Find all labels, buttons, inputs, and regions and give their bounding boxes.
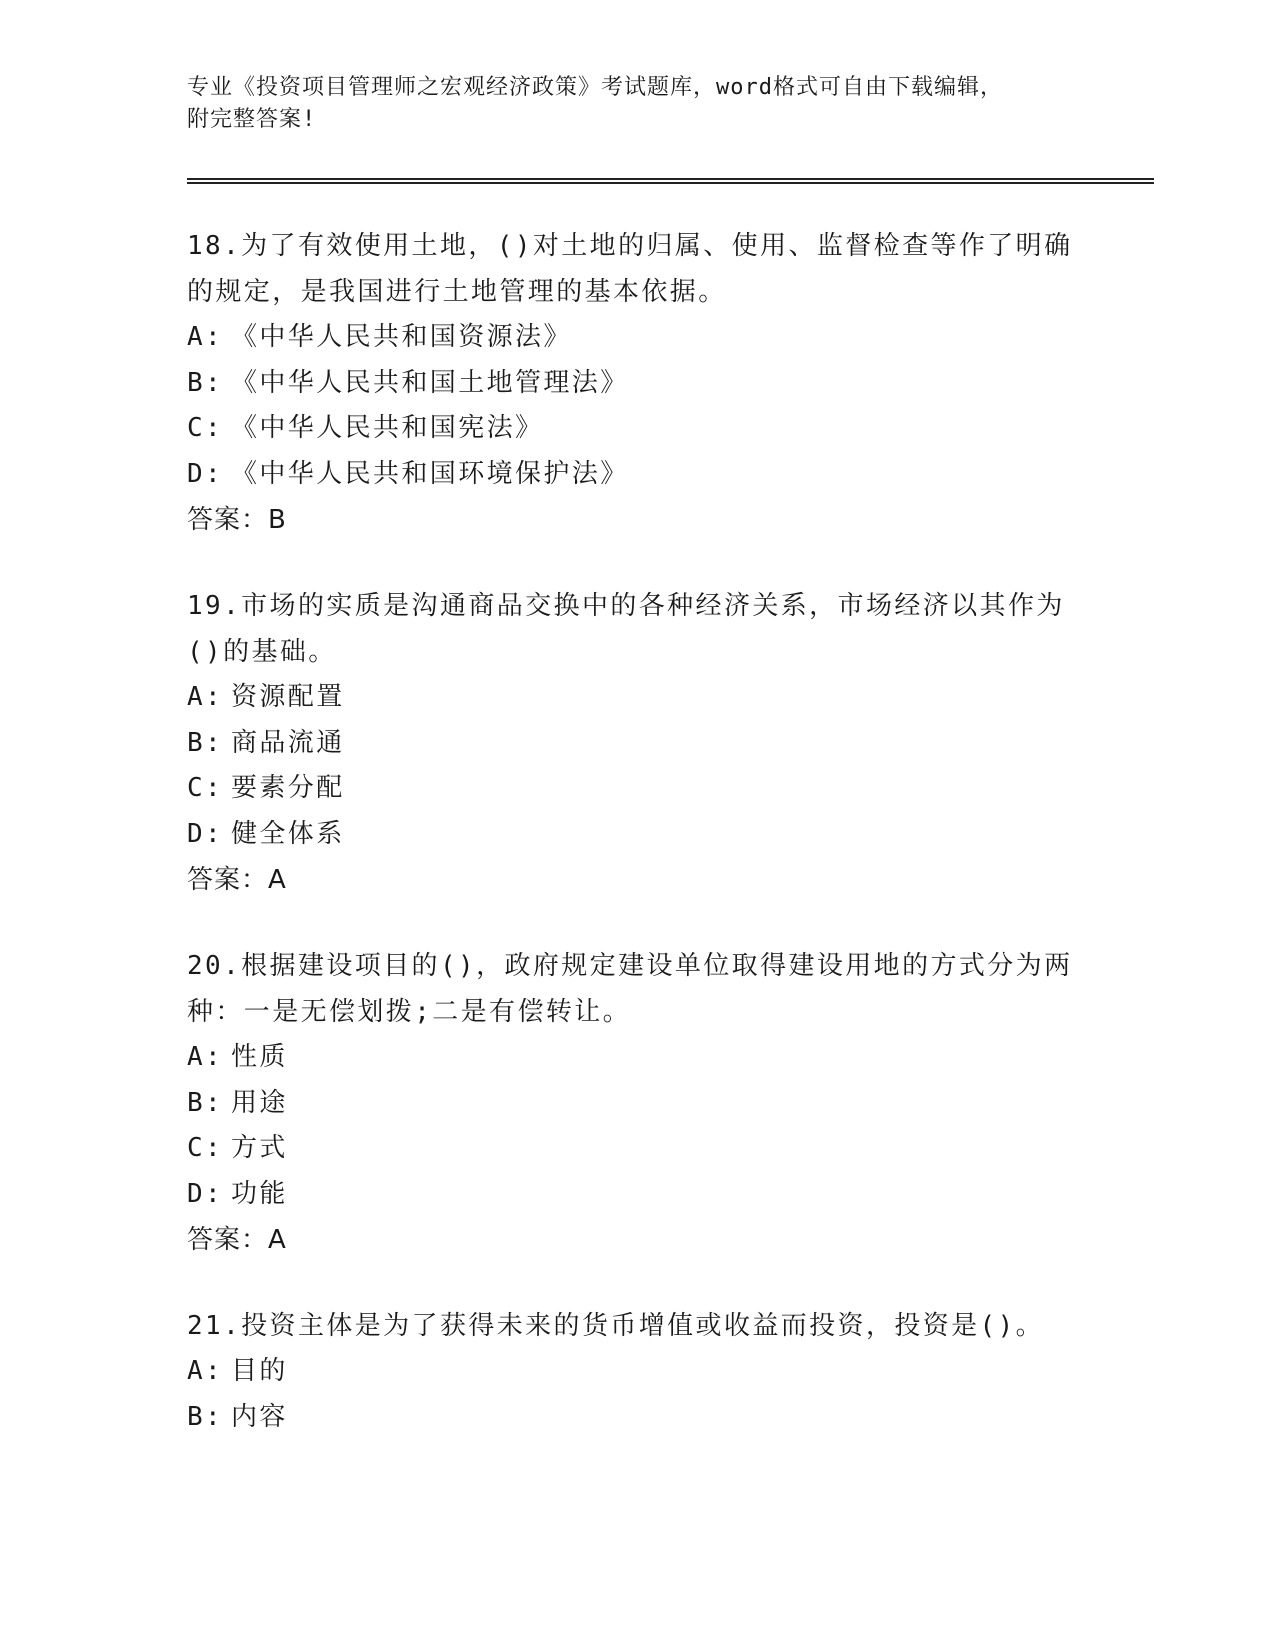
option-text: 方式 xyxy=(231,1133,288,1163)
option-text: 健全体系 xyxy=(231,818,345,849)
option-text: 要素分配 xyxy=(231,773,345,803)
question-21 xyxy=(187,1303,1087,1440)
question-stem-line: 18.为了有效使用土地，()对土地的归属、使用、监督检查等作了明确 xyxy=(187,231,1073,261)
option-c xyxy=(187,766,1087,812)
option-key: B: xyxy=(187,367,224,398)
option-key: C: xyxy=(187,413,224,443)
option-d xyxy=(187,1172,1087,1218)
option-text: 《中华人民共和国土地管理法》 xyxy=(231,367,629,398)
question-19 xyxy=(187,583,1087,903)
option-d xyxy=(187,812,1087,858)
option-b xyxy=(187,1081,1087,1127)
answer-label: 答案：B xyxy=(187,505,287,535)
option-text: 商品流通 xyxy=(231,727,345,758)
option-text: 《中华人民共和国环境保护法》 xyxy=(231,458,629,489)
option-key: A: xyxy=(187,1356,224,1386)
option-key: A: xyxy=(187,1042,224,1072)
question-stem-line: 种：一是无偿划拨;二是有偿转让。 xyxy=(187,997,632,1027)
document-header xyxy=(187,72,1067,136)
option-key: A: xyxy=(187,682,224,712)
header-divider xyxy=(187,178,1154,184)
option-a xyxy=(187,315,1087,361)
option-key: B: xyxy=(187,1401,224,1432)
header-line-1: 专业《投资项目管理师之宏观经济政策》考试题库，word格式可自由下载编辑， xyxy=(187,75,1003,100)
option-key: D: xyxy=(187,458,224,489)
option-d xyxy=(187,452,1087,498)
option-b xyxy=(187,361,1087,407)
option-key: A: xyxy=(187,322,224,352)
option-b xyxy=(187,721,1087,767)
option-key: D: xyxy=(187,1178,224,1209)
option-text: 用途 xyxy=(231,1087,288,1118)
option-key: B: xyxy=(187,727,224,758)
option-a xyxy=(187,1035,1087,1081)
option-key: B: xyxy=(187,1087,224,1118)
option-text: 内容 xyxy=(231,1401,288,1432)
option-key: C: xyxy=(187,1133,224,1163)
option-text: 功能 xyxy=(231,1178,288,1209)
question-stem-line: 20.根据建设项目的()，政府规定建设单位取得建设用地的方式分为两 xyxy=(187,951,1073,981)
answer-label: 答案：A xyxy=(187,865,287,895)
header-line-2: 附完整答案! xyxy=(187,107,317,132)
question-stem-line: 21.投资主体是为了获得未来的货币增值或收益而投资，投资是()。 xyxy=(187,1311,1045,1341)
option-key: C: xyxy=(187,773,224,803)
option-c xyxy=(187,1126,1087,1172)
question-20 xyxy=(187,943,1087,1263)
question-stem-line: 19.市场的实质是沟通商品交换中的各种经济关系，市场经济以其作为 xyxy=(187,591,1065,621)
option-text: 《中华人民共和国资源法》 xyxy=(231,322,572,352)
question-18 xyxy=(187,223,1087,543)
question-stem-line: ()的基础。 xyxy=(187,637,337,667)
option-text: 目的 xyxy=(231,1356,288,1386)
option-a xyxy=(187,1349,1087,1395)
option-text: 资源配置 xyxy=(231,682,345,712)
option-key: D: xyxy=(187,818,224,849)
option-a xyxy=(187,675,1087,721)
option-c xyxy=(187,406,1087,452)
option-text: 《中华人民共和国宪法》 xyxy=(231,413,544,443)
question-stem-line: 的规定，是我国进行土地管理的基本依据。 xyxy=(187,277,727,307)
option-text: 性质 xyxy=(231,1042,288,1072)
option-b xyxy=(187,1395,1087,1441)
answer-label: 答案：A xyxy=(187,1225,287,1255)
